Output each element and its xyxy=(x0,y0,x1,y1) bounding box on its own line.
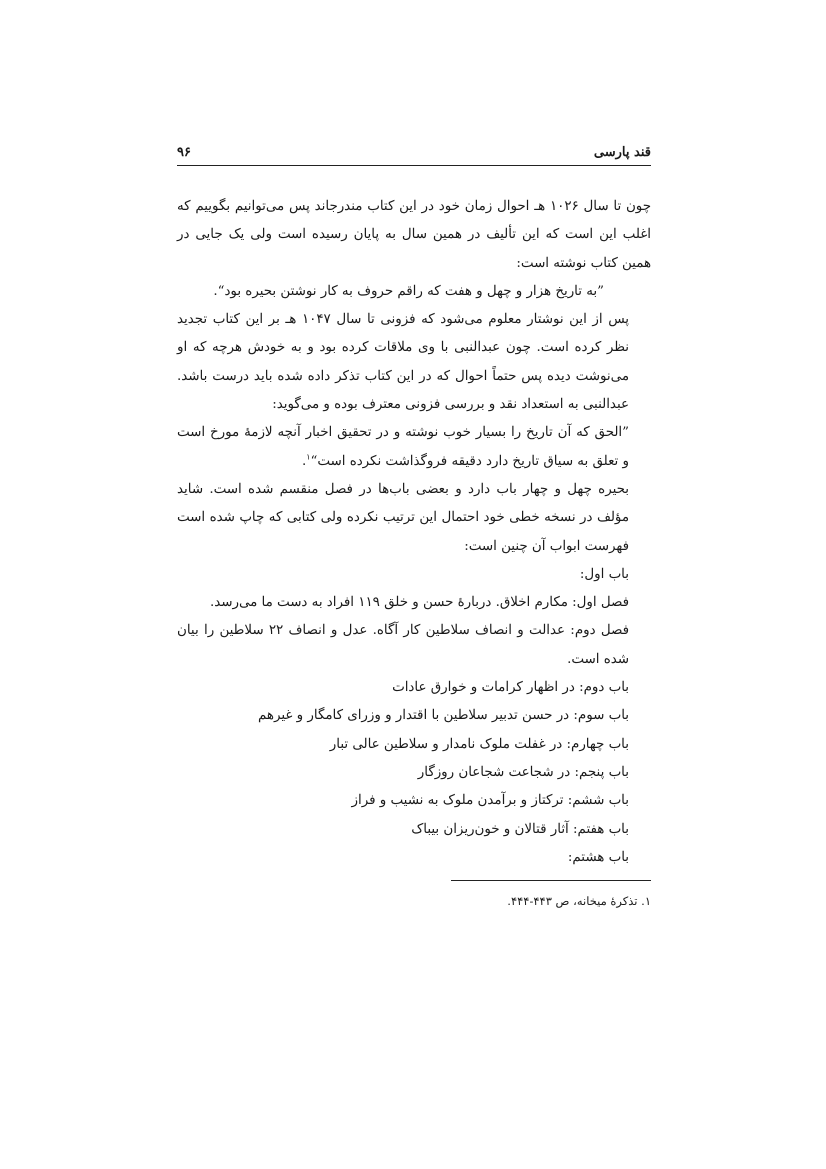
page-body xyxy=(177,193,651,872)
chapter-line: باب سوم: در حسن تدبیر سلاطین با اقتدار و وزرای کامگار و غیرهم xyxy=(258,708,629,724)
quotation-text: ”الحق که آن تاریخ را بسیار خوب نوشته و در تحقیق اخبار آنچه لازمهٔ مورخ است و تعلق به سیاق تاریخ دارد دقیقه فروگذاشت نکرده است“ xyxy=(177,425,629,469)
paragraph: بحیره چهل و چهار باب دارد و بعضی باب‌ها در فصل منقسم شده است. شاید مؤلف در نسخه خطی خود احتمال این ترتیب نکرده ولی کتابی که چاپ شده است فهرست ابواب آن چنین است: xyxy=(177,481,629,554)
chapter-line: باب هشتم: xyxy=(567,849,629,865)
chapter-line: باب ششم: ترکتاز و برآمدن ملوک به نشیب و فراز xyxy=(351,793,629,809)
chapter-line: باب چهارم: در غفلت ملوک نامدار و سلاطین عالی تبار xyxy=(329,736,629,752)
chapter-line: باب دوم: در اظهار کرامات و خوارق عادات xyxy=(392,680,629,696)
running-title: قند پارسی xyxy=(593,145,651,160)
page-number: ۹۶ xyxy=(177,145,191,160)
chapter-line: باب هفتم: آثار قتالان و خون‌ریزان بیباک xyxy=(411,821,629,837)
footnote-divider xyxy=(451,880,651,881)
chapter-line: باب پنجم: در شجاعت شجاعان روزگار xyxy=(417,764,629,780)
quotation xyxy=(177,419,651,476)
chapter-heading: باب اول: xyxy=(579,566,629,582)
section-line: فصل دوم: عدالت و انصاف سلاطین کار آگاه. عدل و انصاف ۲۲ سلاطین را بیان شده است. xyxy=(177,623,629,667)
paragraph: پس از این نوشتار معلوم می‌شود که فزونی تا سال ۱۰۴۷ هـ بر این کتاب تجدید نظر کرده است. چون عبدالنبی با وی ملاقات کرده بود و به خودش هرچه که او می‌نوشت دیده پس حتماً احوال که در این کتاب تذکر داده شده باید درست باشد. عبدالنبی به استعداد نقد و بررسی فزونی معترف بوده و می‌گوید: xyxy=(177,312,629,413)
footnote: ۱. تذکرهٔ میخانه، ص ۴۴۳-۴۴۴. xyxy=(507,894,651,908)
section-line: فصل اول: مکارم اخلاق. دربارهٔ حسن و خلق ۱۱۹ افراد به دست ما می‌رسد. xyxy=(209,595,629,611)
quotation: ”به تاریخ هزار و چهل و هفت که راقم حروف به کار نوشتن بحیره بود“. xyxy=(213,283,604,299)
book-page xyxy=(177,0,651,1169)
running-header xyxy=(177,143,651,166)
footnote-marker: ۱ xyxy=(306,452,311,462)
quotation-end: . xyxy=(301,453,307,469)
paragraph: چون تا سال ۱۰۲۶ هـ احوال زمان خود در این کتاب مندرجاند پس می‌توانیم بگوییم که اغلب این است که این تألیف در همین سال به پایان رسیده است ولی یک جایی در همین کتاب نوشته است: xyxy=(177,199,651,271)
